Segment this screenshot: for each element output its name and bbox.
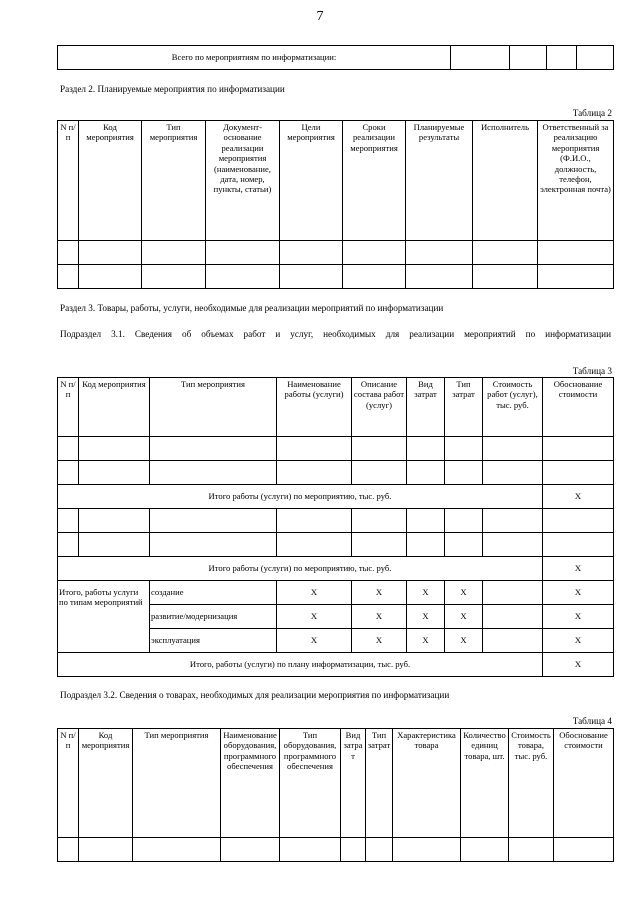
- t3-header-work-name: Наименование работы (услуги): [277, 378, 352, 437]
- t2-header-num: N п/п: [58, 121, 79, 241]
- subsection31-title: Подраздел 3.1. Сведения об объемах работ и услуг, необходимых для реализации мероприятий по информатизации: [60, 329, 611, 339]
- t4-header-cost: Стоимость товара, тыс. руб.: [509, 729, 554, 838]
- t4-header-cost-kind: Вид затрат: [341, 729, 366, 838]
- table-row: [58, 437, 614, 461]
- t4-header-characteristics: Характеристика товара: [393, 729, 461, 838]
- table-row: [58, 509, 614, 533]
- x-mark: Х: [407, 605, 445, 629]
- t3-type-creation: создание: [150, 581, 277, 605]
- x-mark: Х: [352, 605, 407, 629]
- t3-header-cost-kind: Вид затрат: [407, 378, 445, 437]
- t4-header-num: N п/п: [58, 729, 79, 838]
- section3-title: Раздел 3. Товары, работы, услуги, необходимые для реализации мероприятий по информатизации: [60, 303, 444, 313]
- t4-header-cost-type: Тип затрат: [366, 729, 393, 838]
- table-row: [58, 557, 614, 581]
- t3-subtotal-label: Итого работы (услуги) по мероприятию, тыс. руб.: [58, 557, 543, 581]
- table3-label: Таблица 3: [572, 366, 612, 376]
- table1-total-label: Всего по мероприятиям по информатизации:: [58, 46, 451, 70]
- table-row: [58, 461, 614, 485]
- table-cell: [510, 46, 547, 70]
- t4-header-type: Тип мероприятия: [133, 729, 221, 838]
- table-cell: [451, 46, 510, 70]
- x-mark: Х: [445, 581, 483, 605]
- x-mark: Х: [277, 581, 352, 605]
- x-mark: Х: [543, 605, 614, 629]
- t3-type-operation: эксплуатация: [150, 629, 277, 653]
- t2-header-doc: Документ-основание реализации мероприятия (наименование, дата, номер, пункты, статьи): [206, 121, 280, 241]
- t3-header-num: N п/п: [58, 378, 79, 437]
- x-mark: Х: [277, 605, 352, 629]
- table-cell: [547, 46, 577, 70]
- table-row: [58, 533, 614, 557]
- t4-header-quantity: Количество единиц товара, шт.: [461, 729, 509, 838]
- subsection32-title: Подраздел 3.2. Сведения о товарах, необходимых для реализации мероприятия по информатизации: [60, 690, 450, 700]
- x-mark: Х: [407, 629, 445, 653]
- x-mark: Х: [352, 629, 407, 653]
- t4-header-equipment-type: Тип оборудования, программного обеспечения: [280, 729, 341, 838]
- x-mark: Х: [445, 629, 483, 653]
- t2-header-terms: Сроки реализации мероприятия: [343, 121, 406, 241]
- t2-header-executor: Исполнитель: [473, 121, 538, 241]
- table-row: [58, 485, 614, 509]
- x-mark: Х: [543, 557, 614, 581]
- t3-header-code: Код мероприятия: [79, 378, 150, 437]
- t2-header-results: Планируемые результаты: [406, 121, 473, 241]
- t2-header-responsible: Ответственный за реализацию мероприятия (Ф.И.О., должность, телефон, электронная почта): [538, 121, 614, 241]
- x-mark: Х: [445, 605, 483, 629]
- page-number: 7: [316, 9, 324, 24]
- table2-label: Таблица 2: [572, 108, 612, 118]
- x-mark: Х: [543, 629, 614, 653]
- table-row: [58, 581, 614, 605]
- x-mark: Х: [543, 581, 614, 605]
- section2-title: Раздел 2. Планируемые мероприятия по информатизации: [60, 84, 285, 94]
- t3-header-cost-type: Тип затрат: [445, 378, 483, 437]
- t3-header-cost: Стоимость работ (услуг), тыс. руб.: [483, 378, 543, 437]
- t2-header-type: Тип мероприятия: [142, 121, 206, 241]
- t2-header-goals: Цели мероприятия: [280, 121, 343, 241]
- t3-header-justification: Обоснование стоимости: [543, 378, 614, 437]
- t3-subtotal-label: Итого работы (услуги) по мероприятию, тыс. руб.: [58, 485, 543, 509]
- table1-total: [57, 45, 614, 70]
- x-mark: Х: [277, 629, 352, 653]
- x-mark: Х: [543, 653, 614, 677]
- x-mark: Х: [543, 485, 614, 509]
- table-row: [58, 241, 614, 265]
- t3-header-description: Описание состава работ (услуг): [352, 378, 407, 437]
- t4-header-code: Код мероприятия: [79, 729, 133, 838]
- table2: [57, 120, 614, 289]
- t3-by-types-label: Итого, работы услуги по типам мероприятий: [58, 581, 150, 653]
- t2-header-code: Код мероприятия: [79, 121, 142, 241]
- table4-label: Таблица 4: [572, 716, 612, 726]
- table-row: [58, 653, 614, 677]
- table-cell: [577, 46, 614, 70]
- table3: [57, 377, 614, 677]
- table-row: [58, 265, 614, 289]
- t4-header-justification: Обоснование стоимости: [554, 729, 614, 838]
- t3-header-type: Тип мероприятия: [150, 378, 277, 437]
- table4: [57, 728, 614, 862]
- t3-type-development: развитие/модернизация: [150, 605, 277, 629]
- t3-plan-total-label: Итого, работы (услуги) по плану информатизации, тыс. руб.: [58, 653, 543, 677]
- x-mark: Х: [352, 581, 407, 605]
- x-mark: Х: [407, 581, 445, 605]
- t4-header-equipment-name: Наименование оборудования, программного обеспечения: [221, 729, 280, 838]
- table-row: [58, 838, 614, 862]
